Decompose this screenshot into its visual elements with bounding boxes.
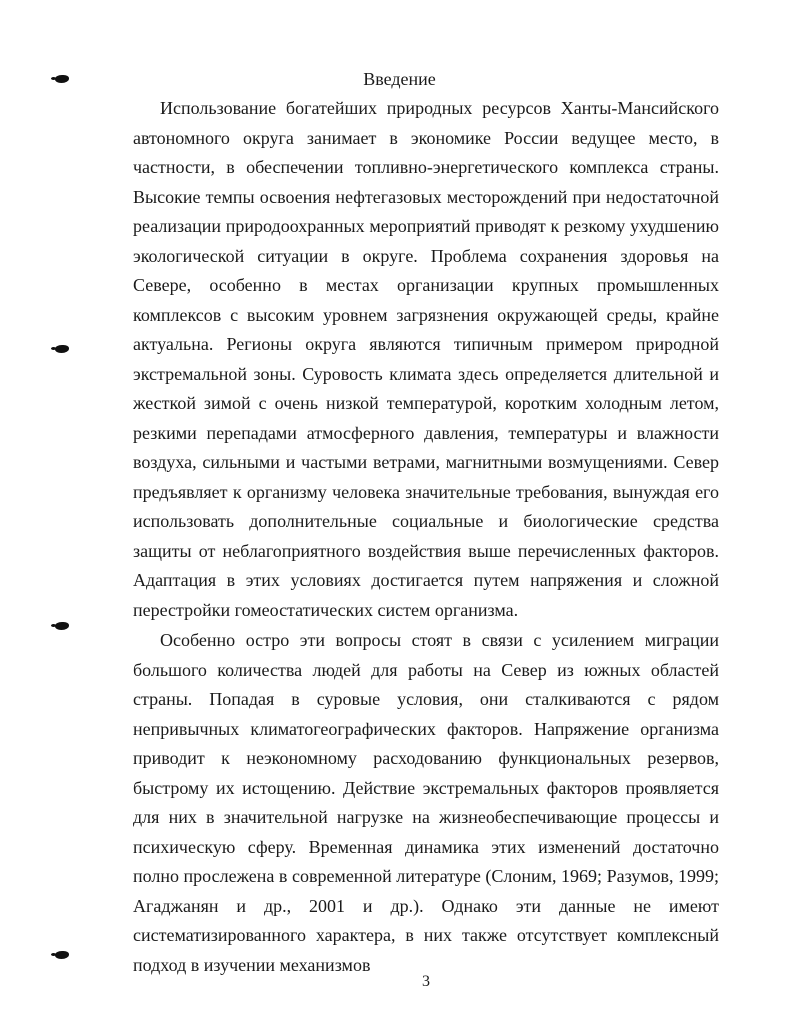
page-title: Введение <box>363 69 436 89</box>
paragraph-block <box>133 94 719 625</box>
paragraph: Использование богатейших природных ресурсов Ханты-Мансийского автономного округа занимает в экономике России ведущее место, в частности, в обеспечении топливно-энергетического комплекса страны. Высокие темпы освоения нефтегазовых месторождений при недостаточной реализации природоохранных мероприятий приводят к резкому ухудшению экологической ситуации в округе. Проблема сохранения здоровья на Севере, особенно в местах организации крупных промышленных комплексов с высоким уровнем загрязнения окружающей среды, крайне актуальна. Регионы округа являются типичным примером природной экстремальной зоны. Суровость климата здесь определяется длительной и жесткой зимой с очень низкой температурой, коротким холодным летом, резкими перепадами атмосферного давления, температуры и влажности воздуха, сильными и частыми ветрами, магнитными возмущениями. Север предъявляет к организму человека значительные требования, вынуждая его использовать дополнительные социальные и биологические средства защиты от неблагоприятного воздействия выше перечисленных факторов. Адаптация в этих условиях достигается путем напряжения и сложной перестройки гомеостатических систем организма. <box>133 98 719 620</box>
binder-hole-mark <box>55 345 69 353</box>
binder-hole-mark <box>55 951 69 959</box>
binder-hole-mark <box>55 622 69 630</box>
page-number: 3 <box>422 973 430 990</box>
paragraph: Особенно остро эти вопросы стоят в связи с усилением миграции большого количества людей для работы на Север из южных областей страны. Попадая в суровые условия, они сталкиваются с рядом непривычных климатогеографических факторов. Напряжение организма приводит к неэкономному расходованию функциональных резервов, быстрому их истощению. Действие экстремальных факторов проявляется для них в значительной нагрузке на жизнеобеспечивающие процессы и психическую сферу. Временная динамика этих изменений достаточно полно прослежена в современной литературе (Слоним, 1969; Разумов, 1999; Агаджанян и др., 2001 и др.). Однако эти данные не имеют систематизированного характера, в них также отсутствует комплексный подход в изучении механизмов <box>133 630 719 975</box>
paragraph-block <box>133 626 719 980</box>
